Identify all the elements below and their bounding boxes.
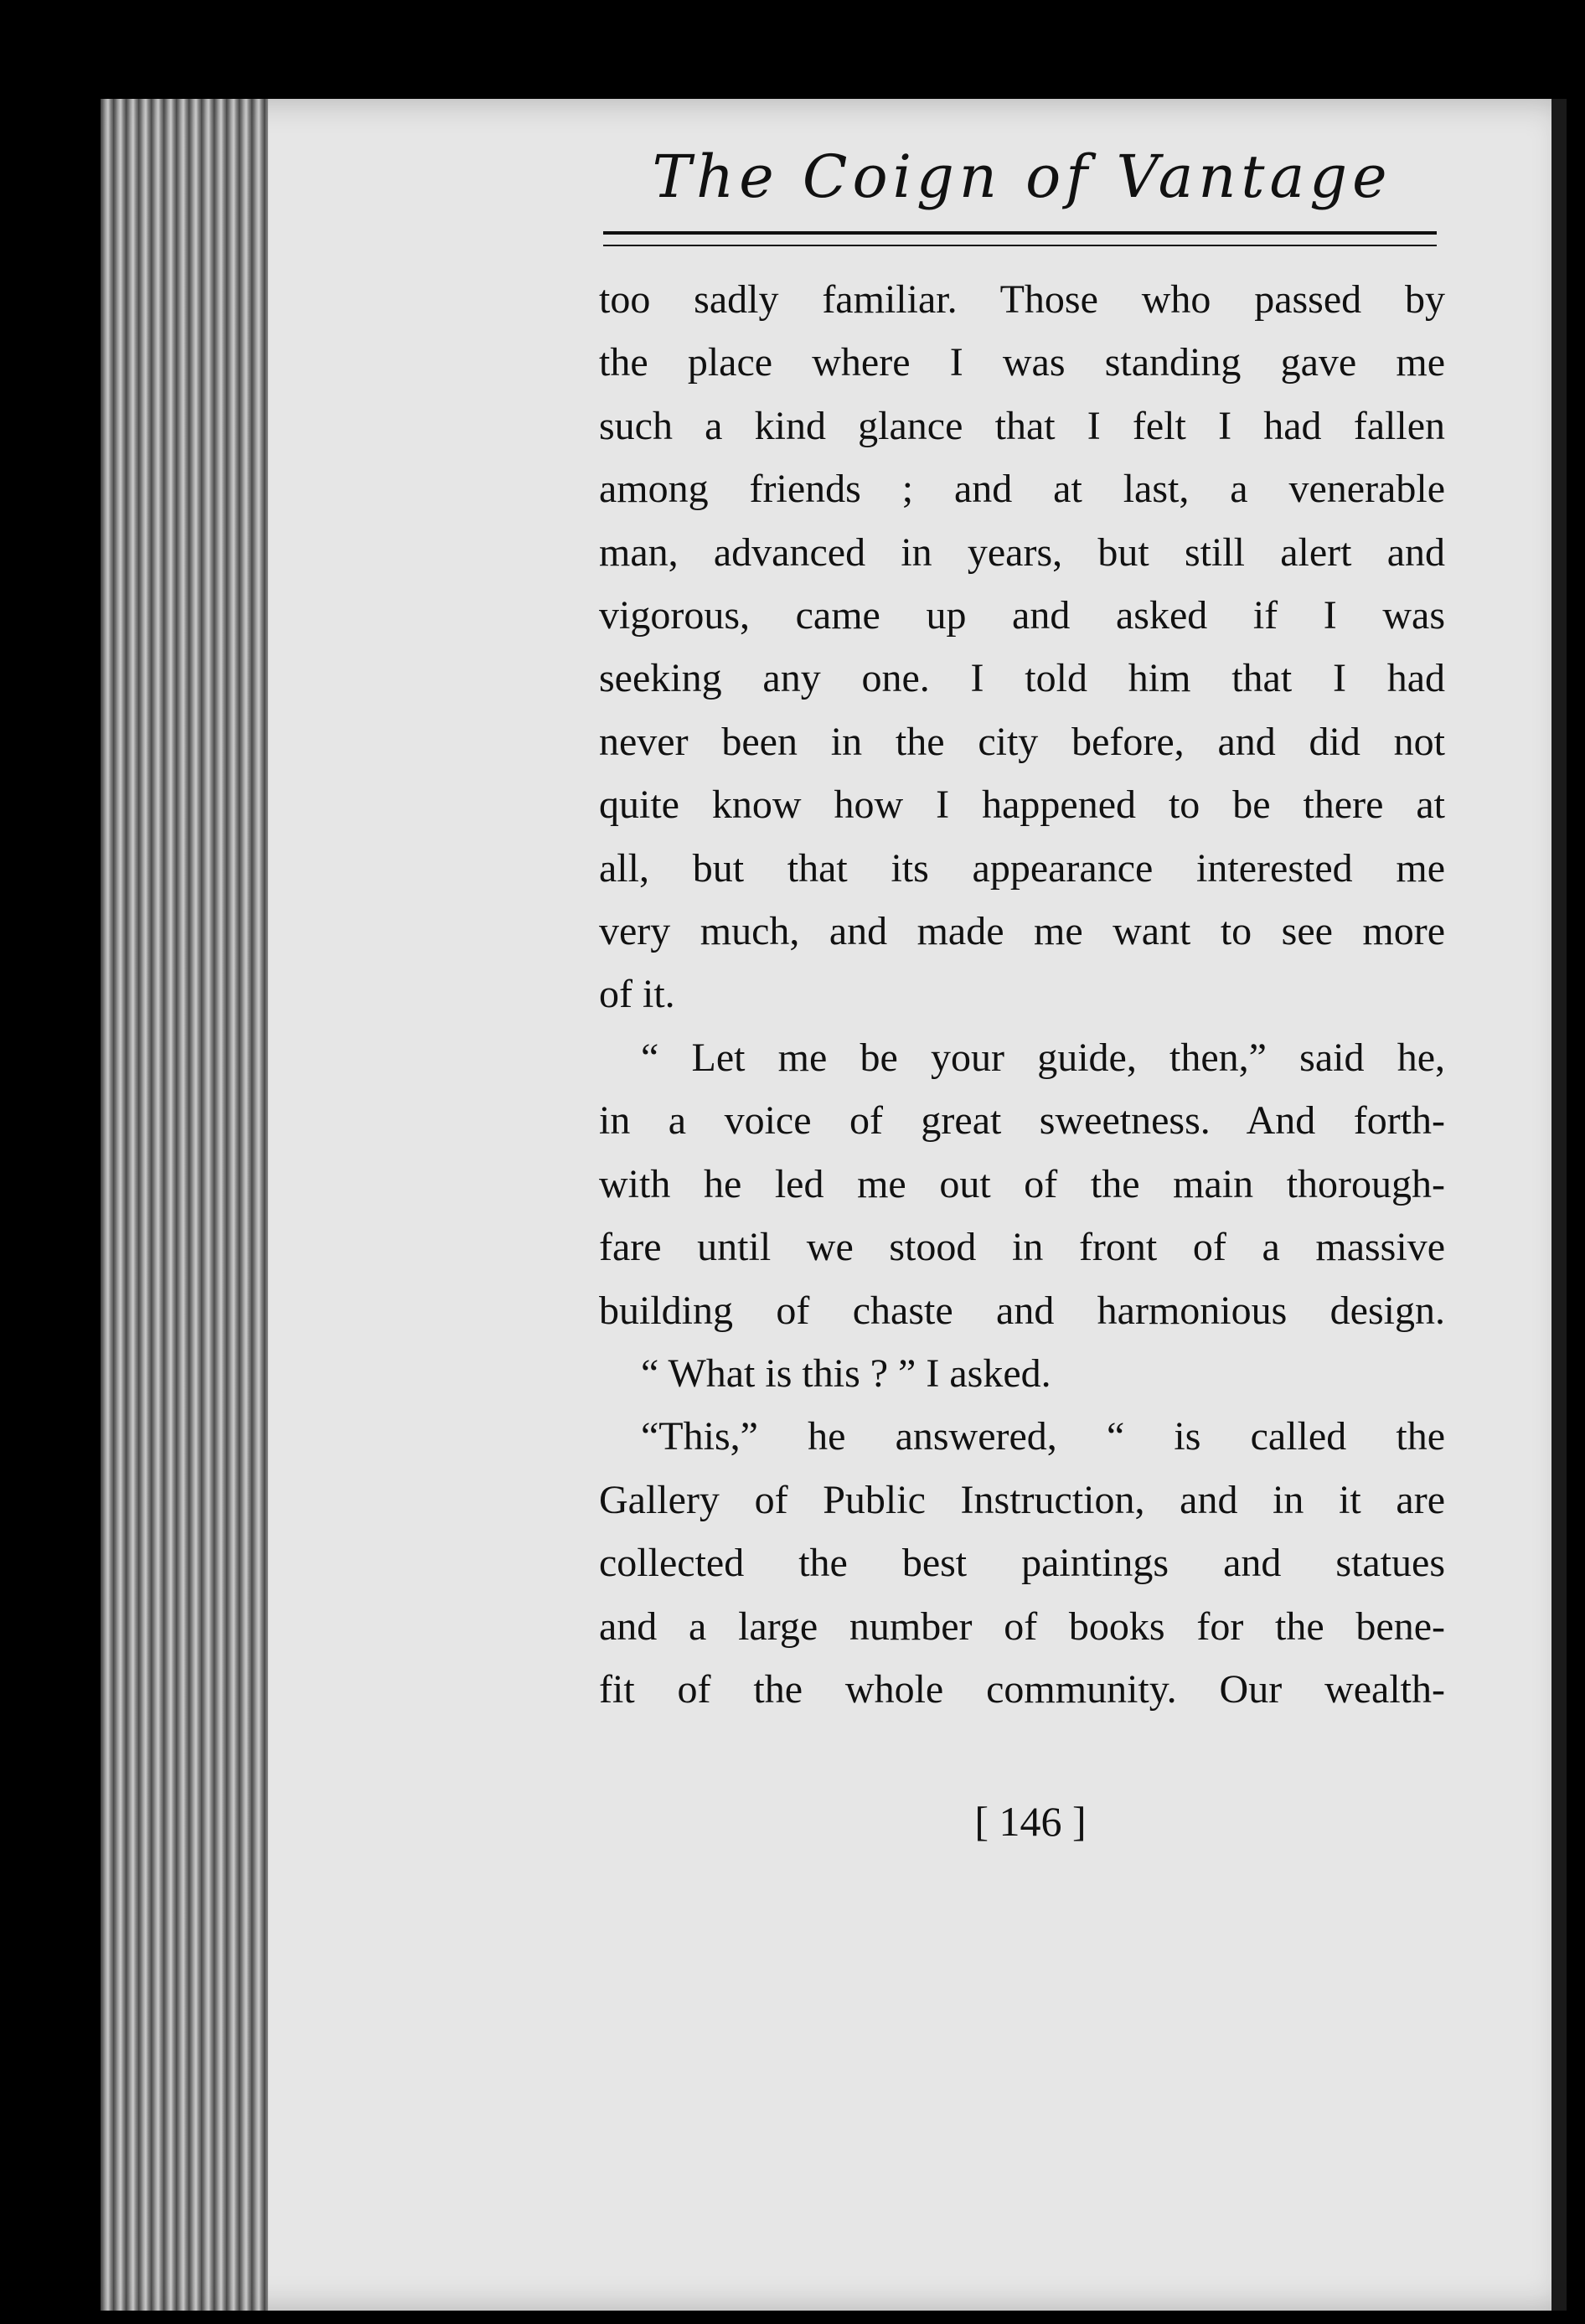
text-line: among friends ; and at last, a venerable: [599, 467, 1445, 512]
text-line: man, advanced in years, but still alert and: [599, 529, 1445, 575]
text-line: of it.: [599, 972, 675, 1017]
text-line: building of chaste and harmonious design.: [599, 1288, 1445, 1333]
text-line: vigorous, came up and asked if I was: [599, 593, 1445, 638]
text-line: in a voice of great sweetness. And forth-: [599, 1098, 1445, 1144]
text-line: quite know how I happened to be there at: [599, 782, 1445, 828]
right-edge-shadow: [1551, 99, 1567, 2311]
text-line: never been in the city before, and did not: [599, 719, 1445, 764]
text-line: “ Let me be your guide, then,” said he,: [641, 1035, 1445, 1080]
text-line: fit of the whole community. Our wealth-: [599, 1666, 1445, 1712]
text-line: fare until we stood in front of a massive: [599, 1225, 1445, 1270]
body-text: [599, 268, 1445, 1721]
page-number: [ 146 ]: [974, 1798, 1087, 1845]
running-head: The Coign of Vantage: [652, 142, 1392, 211]
text-line: all, but that its appearance interested me: [599, 845, 1445, 891]
text-line: very much, and made me want to see more: [599, 909, 1445, 954]
text-line: Gallery of Public Instruction, and in it are: [599, 1477, 1445, 1522]
text-line: seeking any one. I told him that I had: [599, 656, 1445, 701]
header-rule: [603, 231, 1437, 235]
text-line: “This,” he answered, “ is called the: [641, 1414, 1445, 1459]
text-line: and a large number of books for the bene-: [599, 1604, 1445, 1649]
page-edge-shadow: [101, 99, 268, 2311]
text-line: the place where I was standing gave me: [599, 340, 1445, 385]
text-line: with he led me out of the main thorough-: [599, 1161, 1445, 1206]
text-line: collected the best paintings and statues: [599, 1541, 1445, 1586]
header-rule-thin: [603, 245, 1437, 246]
text-line: “ What is this ? ” I asked.: [641, 1351, 1051, 1396]
text-line: such a kind glance that I felt I had fallen: [599, 403, 1445, 448]
text-line: too sadly familiar. Those who passed by: [599, 277, 1445, 322]
